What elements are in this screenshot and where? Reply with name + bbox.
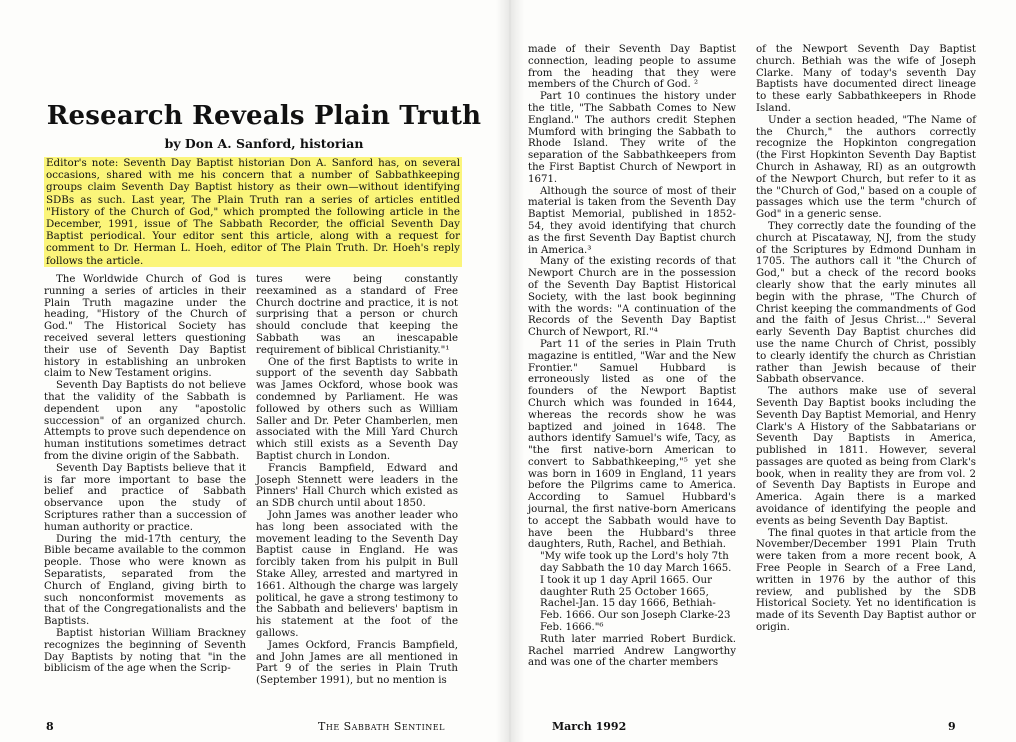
issue-date: March 1992 (552, 720, 627, 733)
paragraph: Part 11 of the series in Plain Truth magazine is entitled, "War and the New Frontier." Samuel Hubbard is erroneously listed as one of the founders of the Newport Baptist Church which was founded in 1644, whereas the records show he was baptized and joined in 1648. The authors identify Samuel's wife, Tacy, as "the first native-born American to convert to Sabbathkeeping,"⁵ yet she was born in 1609 in England, 11 years before the Pilgrims came to America. According to Samuel Hubbard's journal, the first native-born Americans to accept the Sabbath would have to have been the Hubbard's three daughters, Ruth, Rachel, and Bethiah. (528, 338, 736, 551)
page-number-left: 8 (46, 720, 54, 733)
article-title: Research Reveals Plain Truth (46, 101, 482, 131)
paragraph-continued: tures were being constantly reexamined as a standard of Free Church doctrine and practice, it is not surprising that a person or church should conclude that keeping the Sabbath was an inescapable requirement of biblical Christianity."¹ (256, 274, 458, 356)
editor-note-highlighted: Editor's note: Seventh Day Baptist historian Don A. Sanford has, on several occasions, shared with me his concern that a number of Sabbathkeeping groups claim Seventh Day Baptist history as their own—without identifying SDBs as such. Last year, The Plain Truth ran a series of articles entitled "History of the Church of God," which prompted the following article in the December, 1991, issue of The Sabbath Recorder, the official Seventh Day Baptist periodical. Your editor sent this article, along with a request for comment to Dr. Herman L. Hoeh, editor of The Plain Truth. Dr. Hoeh's reply follows the article. (46, 157, 460, 267)
paragraph: Seventh Day Baptists believe that it is far more important to base the belief and practice of Sabbath observance upon the study of Scriptures rather than a succession of human authority or practice. (44, 462, 246, 533)
paragraph: They correctly date the founding of the church at Piscataway, NJ, from the study of the Scriptures by Edmond Dunham in 1705. The authors call it "the Church of God," but a check of the record books clearly show that the early minutes all begin with the phrase, "The Church of Christ keeping the commandments of God and the faith of Jesus Christ..." Several early Seventh Day Baptist churches did use the name Church of Christ, possibly to clearly identify the church as Christian rather than Jewish because of their Sabbath observance. (756, 220, 976, 386)
paragraph: James Ockford, Francis Bampfield, and John James are all mentioned in Part 9 of the series in Plain Truth (September 1991), but no mention is (256, 639, 458, 687)
paragraph: Although the source of most of their material is taken from the Seventh Day Baptist Memorial, published in 1852-54, they avoid identifying that church as the first Seventh Day Baptist church in America.³ (528, 185, 736, 256)
paragraph: Part 10 continues the history under the title, "The Sabbath Comes to New England." The authors credit Stephen Mumford with bringing the Sabbath to Rhode Island. They write of the separation of the Sabbathkeepers from the First Baptist Church of Newport in 1671. (528, 91, 736, 185)
article-byline: by Don A. Sanford, historian (164, 136, 364, 151)
paragraph: The Worldwide Church of God is running a series of articles in their Plain Truth magazine under the heading, "History of the Church of God." The Historical Society has received several letters questioning their use of Seventh Day Baptist history in establishing an unbroken claim to New Testament origins. (44, 274, 246, 380)
left-page-column-2 (256, 274, 458, 687)
paragraph: Ruth later married Robert Burdick. Rachel married Andrew Langworthy and was one of the charter members (528, 633, 736, 669)
paragraph: Under a section headed, "The Name of the Church," the authors correctly recognize the Hopkinton congregation (the First Hopkinton Seventh Day Baptist Church in Ashaway, RI) as an outgrowth of the Newport Church, but refer to it as the "Church of God," based on a couple of passages which use the term "church of God" in a generic sense. (756, 114, 976, 221)
paragraph: John James was another leader who has long been associated with the movement leading to the Seventh Day Baptist cause in England. He was forcibly taken from his pulpit in Bull Stake Alley, arrested and martyred in 1661. Although the charge was largely political, he gave a strong testimony to the Sabbath and believers' baptism in his statement at the foot of the gallows. (256, 509, 458, 639)
left-page (0, 0, 500, 742)
paragraph: Baptist historian William Brackney recognizes the beginning of Seventh Day Baptists by noting that "in the biblicism of the age when the Scrip- (44, 627, 246, 675)
journal-quote: "My wife took up the Lord's holy 7th day Sabbath the 10 day March 1665. I took it up 1 day April 1665. Our daughter Ruth 25 October 1665, Rachel-Jan. 15 day 1666, Bethiah-Feb. 1666. Our son Joseph Clarke-23 Feb. 1666."⁶ (540, 551, 732, 634)
paragraph-continued: made of their Seventh Day Baptist connection, leading people to assume from the heading that they were members of the Church of God. ² (528, 44, 736, 91)
paragraph: Francis Bampfield, Edward and Joseph Stennett were leaders in the Pinners' Hall Church which existed as an SDB church until about 1850. (256, 462, 458, 510)
right-page-column-2 (756, 44, 976, 634)
paragraph: One of the first Baptists to write in support of the seventh day Sabbath was James Ockford, whose book was condemned by Parliament. He was followed by others such as William Saller and Dr. Peter Chamberlen, men associated with the Mill Yard Church which still exists as a Seventh Day Baptist church in London. (256, 356, 458, 462)
paragraph: Many of the existing records of that Newport Church are in the possession of the Seventh Day Baptist Historical Society, with the last book beginning with the words: "A continuation of the Records of the Seventh Day Baptist Church of Newport, RI."⁴ (528, 256, 736, 339)
right-page (516, 0, 1016, 742)
publication-name: The Sabbath Sentinel (318, 720, 445, 733)
paragraph-continued: of the Newport Seventh Day Baptist church. Bethiah was the wife of Joseph Clarke. Many of today's seventh Day Baptists have documented direct lineage to these early Sabbathkeepers in Rhode Island. (756, 44, 976, 114)
paragraph: The final quotes in that article from the November/December 1991 Plain Truth were taken from a more recent book, A Free People in Search of a Free Land, written in 1976 by the author of this review, and published by the SDB Historical Society. Yet no identification is made of its Seventh Day Baptist author or origin. (756, 527, 976, 634)
left-page-column-1 (44, 274, 246, 675)
paragraph: Seventh Day Baptists do not believe that the validity of the Sabbath is dependent upon any "apostolic succession" of an organized church. Attempts to prove such dependence on human institutions sometimes detract from the divine origin of the Sabbath. (44, 380, 246, 462)
paragraph: The authors make use of several Seventh Day Baptist books including the Seventh Day Baptist Memorial, and Henry Clark's A History of the Sabbatarians or Seventh Day Baptists in America, published in 1811. However, several passages are quoted as being from Clark's book, when in reality they are from vol. 2 of Seventh Day Baptists in Europe and America. Again there is a marked avoidance of identifying the people and events as being Seventh Day Baptist. (756, 386, 976, 527)
page-number-right: 9 (948, 720, 956, 733)
right-page-column-1 (528, 44, 736, 669)
paragraph: During the mid-17th century, the Bible became available to the common people. Those who were known as Separatists, separated from the Church of England, giving birth to such nonconformist movements as that of the Congregationalists and the Baptists. (44, 533, 246, 628)
